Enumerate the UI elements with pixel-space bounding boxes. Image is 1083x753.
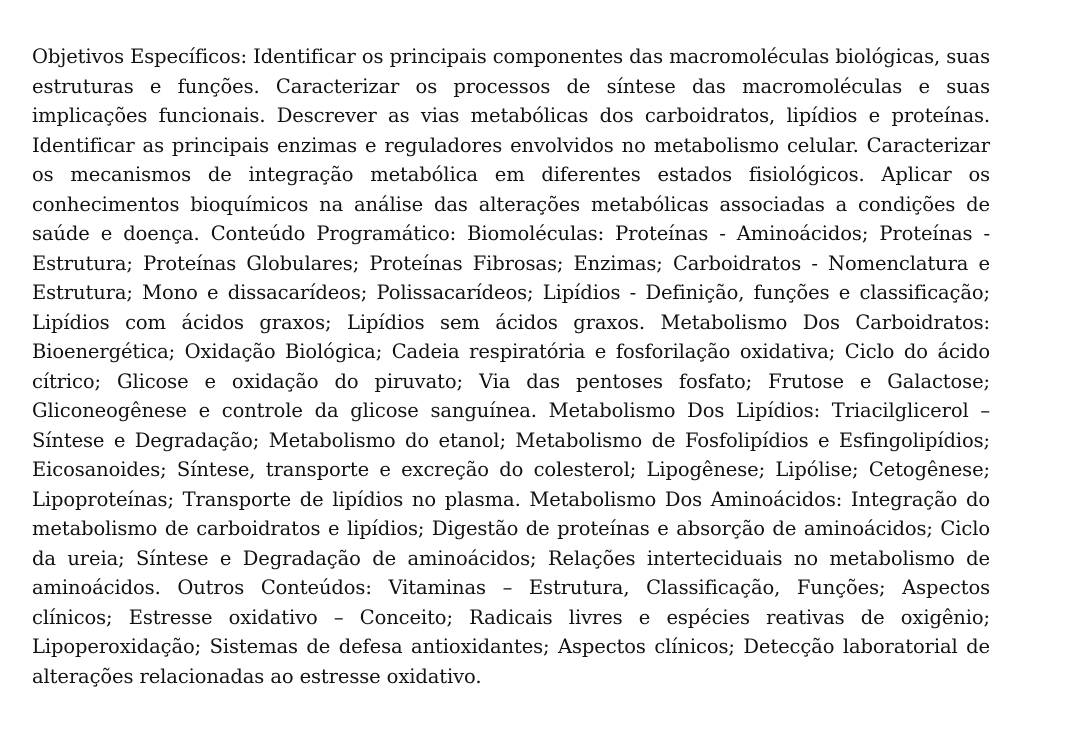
document-paragraph: Objetivos Específicos: Identificar os principais componentes das macromoléculas biológicas, suas estruturas e funções. Caracterizar os processos de síntese das macromoléculas e suas implicações funcionais. Descrever as vias metabólicas dos carboidratos, lipídios e proteínas. Identificar as principais enzimas e reguladores envolvidos no metabolismo celular. Caracterizar os mecanismos de integração metabólica em diferentes estados fisiológicos. Aplicar os conhecimentos bioquímicos na análise das alterações metabólicas associadas a condições de saúde e doença. Conteúdo Programático: Biomoléculas: Proteínas - Aminoácidos; Proteínas - Estrutura; Proteínas Globulares; Proteínas Fibrosas; Enzimas; Carboidratos - Nomenclatura e Estrutura; Mono e dissacarídeos; Polissacarídeos; Lipídios - Definição, funções e classificação; Lipídios com ácidos graxos; Lipídios sem ácidos graxos. Metabolismo Dos Carboidratos: Bioenergética; Oxidação Biológica; Cadeia respiratória e fosforilação oxidativa; Ciclo do ácido cítrico; Glicose e oxidação do piruvato; Via das pentoses fosfato; Frutose e Galactose; Gliconeogênese e controle da glicose sanguínea. Metabolismo Dos Lipídios: Triacilglicerol – Síntese e Degradação; Metabolismo do etanol; Metabolismo de Fosfolipídios e Esfingolipídios; Eicosanoides; Síntese, transporte e excreção do colesterol; Lipogênese; Lipólise; Cetogênese; Lipoproteínas; Transporte de lipídios no plasma. Metabolismo Dos Aminoácidos: Integração do metabolismo de carboidratos e lipídios; Digestão de proteínas e absorção de aminoácidos; Ciclo da ureia; Síntese e Degradação de aminoácidos; Relações interteciduais no metabolismo de aminoácidos. Outros Conteúdos: Vitaminas – Estrutura, Classificação, Funções; Aspectos clínicos; Estresse oxidativo – Conceito; Radicais livres e espécies reativas de oxigênio; Lipoperoxidação; Sistemas de defesa antioxidantes; Aspectos clínicos; Detecção laboratorial de alterações relacionadas ao estresse oxidativo.	[32, 45, 990, 688]
document-body	[32, 42, 990, 691]
